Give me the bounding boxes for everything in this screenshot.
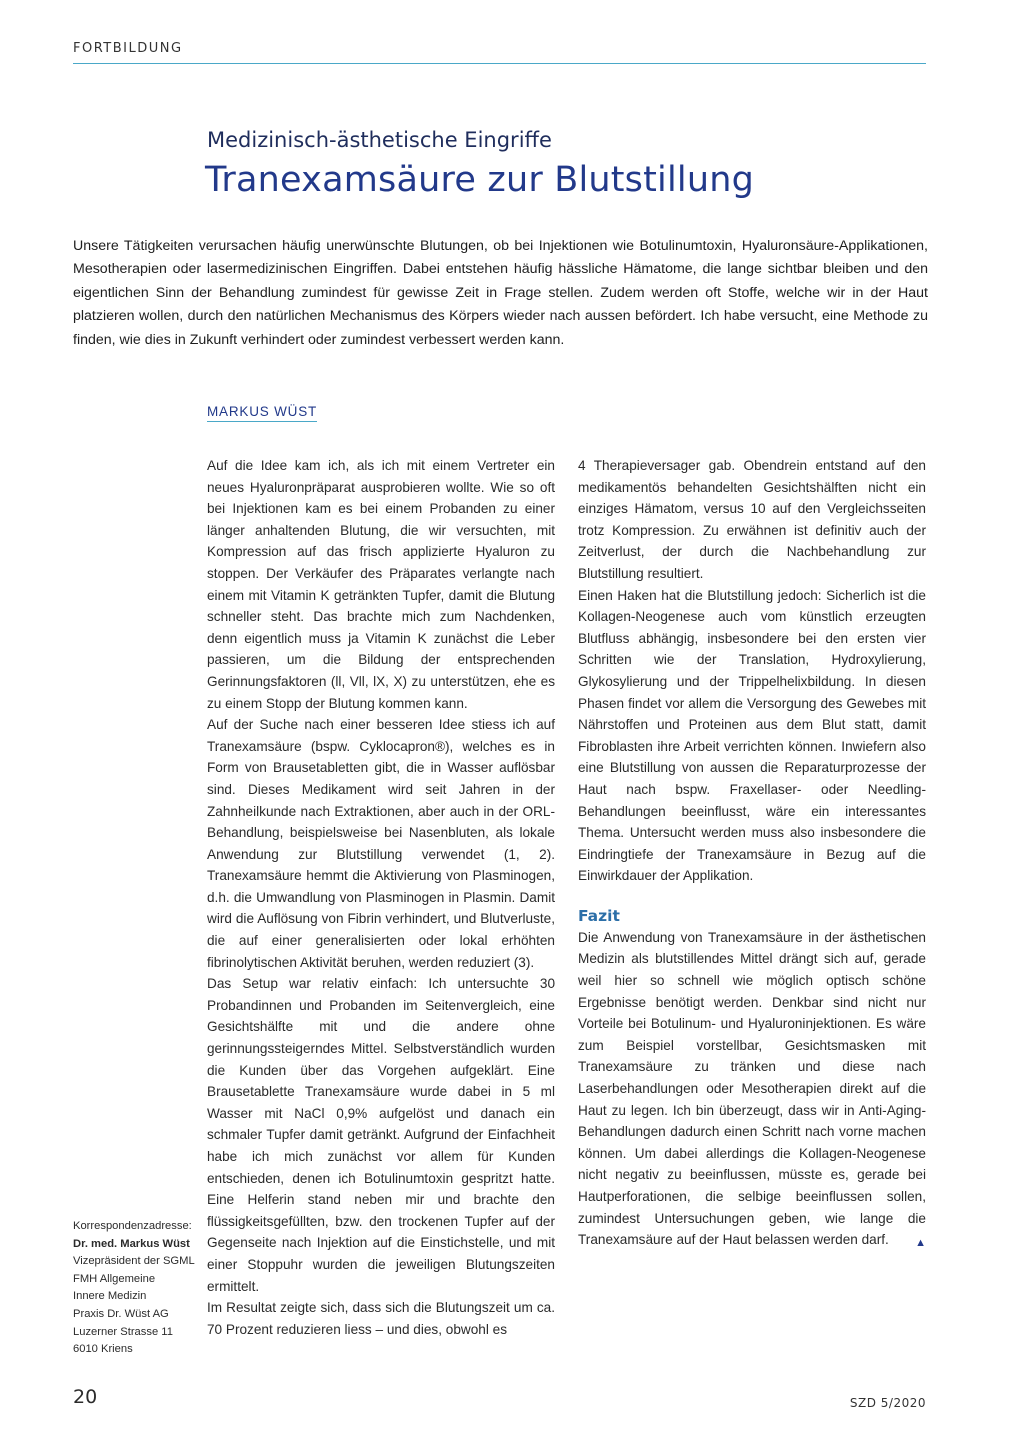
article-kicker: Medizinisch-ästhetische Eingriffe <box>207 128 552 152</box>
contact-label: Korrespondenzadresse: <box>73 1220 192 1232</box>
page-number: 20 <box>73 1386 98 1408</box>
contact-line: Praxis Dr. Wüst AG <box>73 1307 169 1320</box>
fazit-heading: Fazit <box>578 906 620 925</box>
body-paragraph: Auf die Idee kam ich, als ich mit einem Vertreter ein neues Hyaluronpräparat ausprobieren wollte. Wie so oft bei Injektionen kam es bei einem Probanden zu einer länger anhaltenden Blutung, die wir versuchten, mit Kompression auf das frisch applizierte Hyaluron zu stoppen. Der Verkäufer des Präparates verlangte nach einem mit Vitamin K getränkten Tupfer, damit die Blutung schneller steht. Das brachte mich zum Nachdenken, denn eigentlich muss ja Vitamin K zunächst die Leber passieren, um die Bildung der entsprechenden Gerinnungsfaktoren (ll, Vll, lX, X) zu unterstützen, ehe es zu einem Stopp der Blutung kommen kann. <box>207 458 555 711</box>
body-paragraph: Einen Haken hat die Blutstillung jedoch: Sicherlich ist die Kollagen-Neogenese auch vom künstlich erzeugten Blutfluss abhängig, insbesondere bei den ersten vier Schritten wie der Translation, Hydroxylierung, Glykosylierung und der Trippelhelixbildung. In diesen Phasen findet vor allem die Versorgung des Gewebes mit Nährstoffen und Proteinen aus dem Blut statt, damit Fibroblasten ihre Arbeit verrichten können. Inwiefern also eine Blutstillung von aussen die Reparaturprozesse der Haut nach bspw. Fraxellaser- oder Needling-Behandlungen beeinflusst, wäre ein interessantes Thema. Untersucht werden muss also insbesondere die Eindringtiefe der Tranexamsäure in Bezug auf die Einwirkdauer der Applikation. <box>578 587 926 884</box>
body-paragraph: Im Resultat zeigte sich, dass sich die Blutungszeit um ca. 70 Prozent reduzieren liess – und dies, obwohl es <box>207 1300 555 1337</box>
body-column-left <box>207 455 555 1340</box>
fazit-text: Die Anwendung von Tranexamsäure in der ästhetischen Medizin als blutstillendes Mittel drängt sich auf, gerade weil hier so schnell wie möglich optisch schöne Ergebnisse benötigt werden. Denkbar sind nicht nur Vorteile bei Botulinum- und Hyaluroninjektionen. Es wäre zum Beispiel vorstellbar, Gesichtsmasken mit Tranexamsäure zu tränken und diese nach Laserbehandlungen oder Mesotherapien direkt auf die Haut zu legen. Ich bin überzeugt, dass wir in Anti-Aging-Behandlungen dadurch einen Schritt nach vorne machen können. Um dabei allerdings die Kollagen-Neogenese nicht negativ zu beeinflussen, müsste es, gerade bei Hautperforationen, die selbige beeinflussen sollen, zumindest Untersuchungen geben, wie lange die Tranexamsäure auf der Haut belassen werden darf. <box>578 929 926 1248</box>
body-column-right <box>578 455 926 1255</box>
contact-line: Luzerner Strasse 11 <box>73 1325 173 1338</box>
body-paragraph: 4 Therapieversager gab. Obendrein entstand auf den medikamentös behandelten Gesichtshälften nicht ein einziges Hämatom, versus 10 auf den Vergleichsseiten trotz Kompression. Zu erwähnen ist definitiv auch der Zeitverlust, der durch die Nachbehandlung zur Blutstillung resultiert. <box>578 458 926 581</box>
correspondence-address <box>73 1218 203 1359</box>
body-paragraph: Auf der Suche nach einer besseren Idee stiess ich auf Tranexamsäure (bspw. Cyklocapron®), welches es in Form von Brausetabletten gibt, die in Wasser auflösbar sind. Dieses Medikament wird seit Jahren in der Zahnheilkunde nach Extraktionen, aber auch in der ORL-Behandlung, beispielsweise bei Nasenbluten, als lokale Anwendung zur Blutstillung verwendet (1, 2). Tranexamsäure hemmt die Aktivierung von Plasminogen, d.h. die Umwandlung von Plasminogen in Plasmin. Damit wird die Auflösung von Fibrin verhindert, und Blutverluste, die auf einer generalisierten oder lokal erhöhten fibrinolytischen Aktivität beruhen, werden reduziert (3). <box>207 717 555 970</box>
author-name: MARKUS WÜST <box>207 404 317 422</box>
contact-line: 6010 Kriens <box>73 1343 133 1356</box>
contact-line: Vizepräsident der SGML <box>73 1255 195 1268</box>
article-lead: Unsere Tätigkeiten verursachen häufig unerwünschte Blutungen, ob bei Injektionen wie Botulinumtoxin, Hyaluronsäure-Applikationen, Mesotherapien oder lasermedizinischen Eingriffen. Dabei entstehen häufig hässliche Hämatome, die lange sichtbar bleiben und den eigentlichen Sinn der Behandlung zumindest für gewisse Zeit in Frage stellen. Zudem werden oft Stoffe, welche wir in der Haut platzieren wollen, durch den natürlichen Mechanismus des Körpers wieder nach aussen befördert. Ich habe versucht, eine Methode zu finden, wie dies in Zukunft verhindert oder zumindest verbessert werden kann. <box>73 238 928 348</box>
section-label: FORTBILDUNG <box>73 41 183 56</box>
journal-issue: SZD 5/2020 <box>849 1396 926 1410</box>
article-title: Tranexamsäure zur Blutstillung <box>205 160 754 200</box>
body-paragraph: Das Setup war relativ einfach: Ich untersuchte 30 Probandinnen und Probanden im Seitenvergleich, eine Gesichtshälfte mit und die andere ohne gerinnungssteigerndes Mittel. Selbstverständlich wurden die Kunden über das Vorgehen aufgeklärt. Eine Brausetablette Tranexamsäure wurde dabei in 5 ml Wasser mit NaCl 0,9% aufgelöst und danach ein schmaler Tupfer damit getränkt. Aufgrund der Einfachheit habe ich mich zunächst vor allem für Kunden entschieden, denen ich Botulinumtoxin gespritzt hatte. Eine Helferin stand neben mir und brachte den flüssigkeitsgefüllten, bzw. den trockenen Tupfer auf der Gegenseite nach Injektion auf die Einstichstelle, und mit einer Stoppuhr wurden die jeweiligen Blutungszeiten ermittelt. <box>207 976 555 1294</box>
contact-line: Innere Medizin <box>73 1290 147 1303</box>
end-of-article-triangle-icon: ▲ <box>915 1237 926 1250</box>
contact-name: Dr. med. Markus Wüst <box>73 1237 190 1250</box>
header-divider <box>73 63 926 64</box>
fazit-paragraph <box>578 927 926 1251</box>
contact-line: FMH Allgemeine <box>73 1272 156 1285</box>
